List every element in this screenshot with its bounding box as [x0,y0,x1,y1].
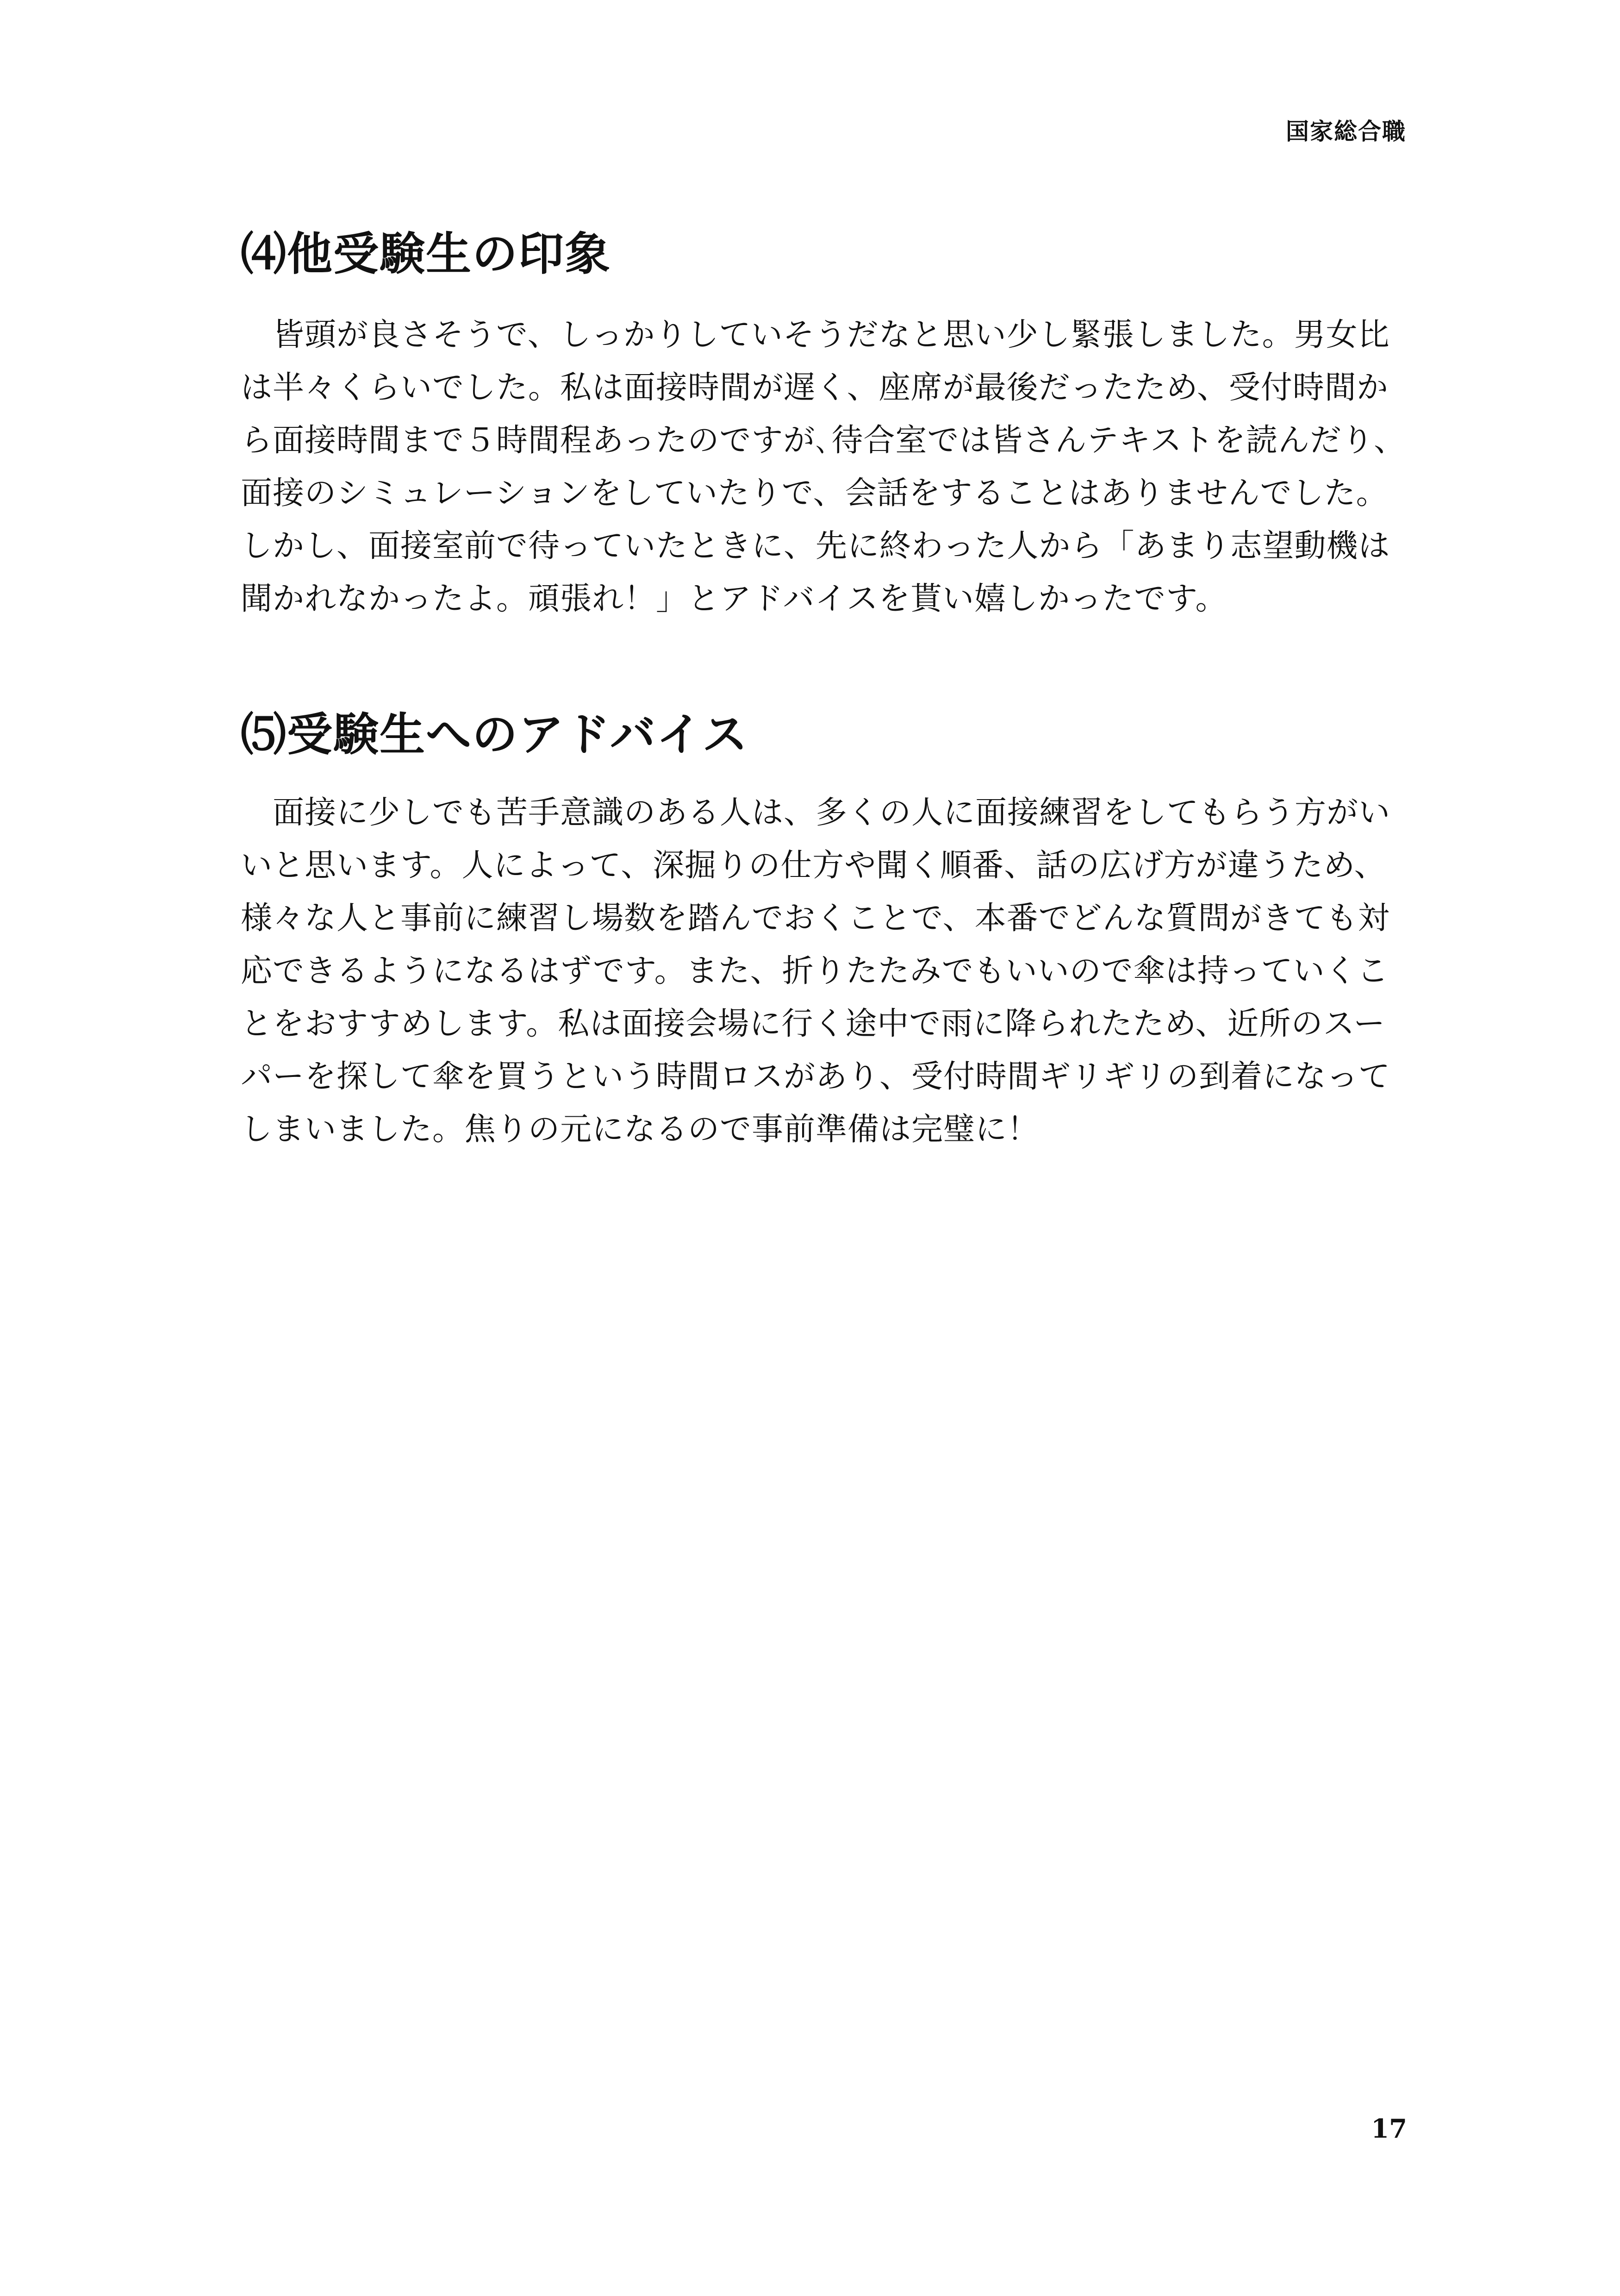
page-number: 17 [1371,2114,1407,2144]
body-line: いと思います。人によって、深掘りの仕方や聞く順番、話の広げ方が違うため、 [241,847,1386,884]
body-line: は半々くらいでした。私は面接時間が遅く、座席が最後だったため、受付時間か [241,369,1389,406]
body-line: パーを探して傘を買うという時間ロスがあり、受付時間ギリギリの到着になって [241,1058,1391,1095]
body-line: 様々な人と事前に練習し場数を踏んでおくことで、本番でどんな質問がきても対 [241,900,1390,937]
body-line: しまいました。焦りの元になるので事前準備は完璧に！ [241,1111,1040,1148]
body-line: 面接に少しでも苦手意識のある人は、多くの人に面接練習をしてもらう方がい [241,795,1391,831]
body-line: とをおすすめします。私は面接会場に行く途中で雨に降られたため、近所のスー [241,1006,1386,1042]
body-line: ら面接時間まで５時間程あったのですが､待合室では皆さんテキストを読んだり、 [241,422,1406,459]
body-line: しかし、面接室前で待っていたときに、先に終わった人から「あまり志望動機は [241,528,1390,564]
body-line: 聞かれなかったよ。頑張れ！」とアドバイスを貰い嬉しかったです。 [241,581,1227,617]
body-line: 面接のシミュレーションをしていたりで、会話をすることはありませんでした。 [241,475,1388,512]
section-heading-other-examinees: ⑷他受験生の印象 [241,228,611,281]
section-heading-advice: ⑸受験生へのアドバイス [241,708,749,761]
body-line: 応できるようになるはずです。また、折りたたみでもいいので傘は持っていくこ [241,953,1389,989]
header-label: 国家総合職 [1286,118,1406,145]
body-line: 皆頭が良さそうで、しっかりしていそうだなと思い少し緊張しました。男女比 [241,317,1390,353]
